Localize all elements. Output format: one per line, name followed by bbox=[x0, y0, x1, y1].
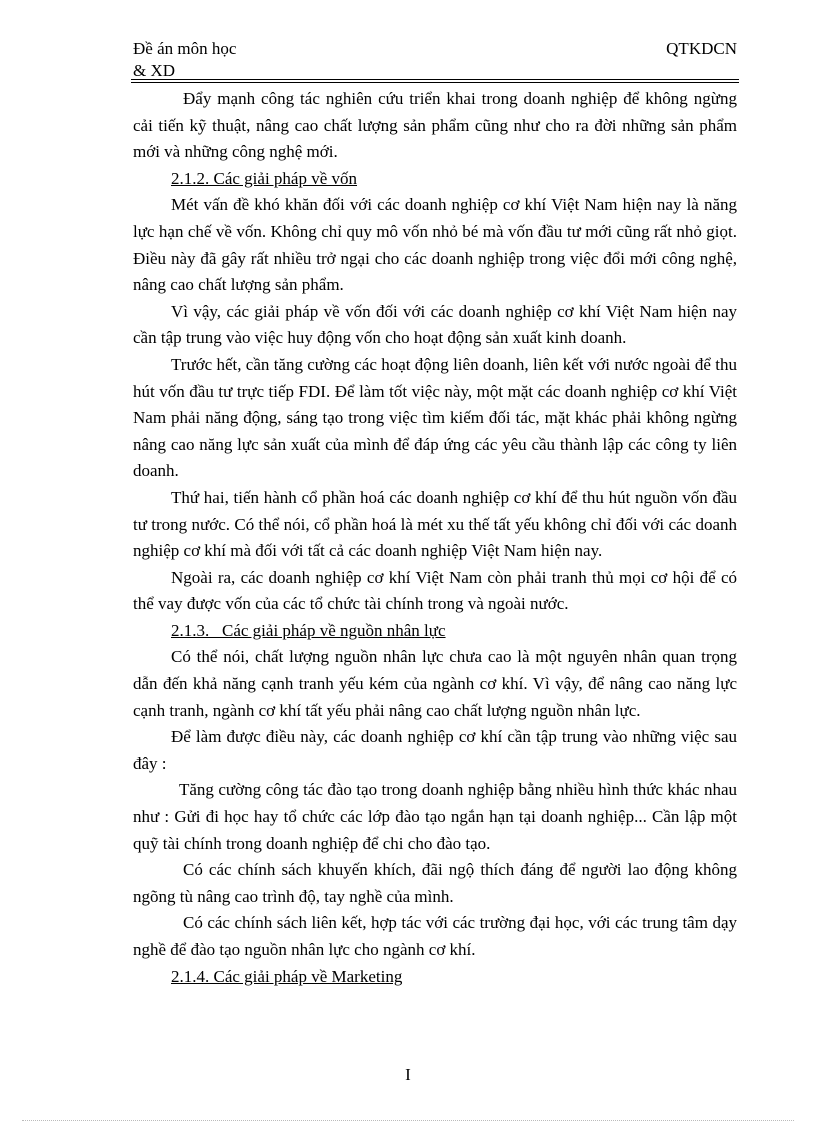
list-paragraph: Có các chính sách khuyến khích, đãi ngộ thích đáng để người lao động không ngõng tù nâng cao trình độ, tay nghề của mình. bbox=[133, 860, 737, 906]
paragraph: Trước hết, cần tăng cường các hoạt động liên doanh, liên kết với nước ngoài để thu hút vốn đầu tư trực tiếp FDI. Để làm tốt việc này, một mặt các doanh nghiệp cơ khí Việt Nam phải năng động, sáng tạo trong việc tìm kiếm đối tác, mặt khác phải không ngừng nâng cao năng lực sản xuất của mình để đáp ứng các yêu cầu thành lập các công ty liên doanh. bbox=[133, 354, 737, 481]
paragraph: Ngoài ra, các doanh nghiệp cơ khí Việt Nam còn phải tranh thủ mọi cơ hội để có thể vay được vốn của các tổ chức tài chính trong và ngoài nước. bbox=[133, 567, 737, 614]
paragraph: Đẩy mạnh công tác nghiên cứu triển khai trong doanh nghiệp để không ngừng cải tiến kỹ thuật, nâng cao chất lượng sản phẩm cũng như cho ra đời những sản phẩm mới và những công nghệ mới. bbox=[133, 89, 737, 162]
header-course-title: Đề án môn học bbox=[133, 39, 237, 58]
header-rule-thin bbox=[131, 79, 739, 80]
header-course-title-cont: & XD bbox=[133, 61, 176, 80]
paragraph: Mét vấn đề khó khăn đối với các doanh nghiệp cơ khí Việt Nam hiện nay là năng lực hạn chế về vốn. Không chỉ quy mô vốn nhỏ bé mà vốn đầu tư mới cũng rất nhỏ giọt. Điều này đã gây rất nhiều trở ngại cho các doanh nghiệp trong việc đổi mới công nghệ, nâng cao chất lượng sản phẩm. bbox=[133, 195, 737, 295]
list-paragraph: Có các chính sách liên kết, hợp tác với các trường đại học, với các trung tâm dạy nghề để đào tạo nguồn nhân lực cho ngành cơ khí. bbox=[133, 913, 737, 959]
section-heading-2-1-2: 2.1.2. Các giải pháp về vốn bbox=[171, 168, 358, 188]
paragraph: Có thể nói, chất lượng nguồn nhân lực chưa cao là một nguyên nhân quan trọng dẫn đến khả năng cạnh tranh yếu kém của ngành cơ khí. Vì vậy, để nâng cao năng lực cạnh tranh, ngành cơ khí tất yếu phải nâng cao chất lượng nguồn nhân lực. bbox=[133, 647, 737, 720]
page-number: I bbox=[405, 1065, 411, 1084]
document-body bbox=[133, 86, 737, 990]
section-heading-2-1-3: 2.1.3. Các giải pháp về nguồn nhân lực bbox=[171, 620, 446, 640]
page-bottom-border bbox=[22, 1120, 794, 1121]
section-heading-2-1-4: 2.1.4. Các giải pháp về Marketing bbox=[171, 966, 403, 986]
header-rule-thick bbox=[131, 82, 739, 83]
list-paragraph: Tăng cường công tác đào tạo trong doanh nghiệp bằng nhiều hình thức khác nhau như : Gửi đi học hay tổ chức các lớp đào tạo ngắn hạn tại doanh nghiệp... Cần lập một quỹ tài chính trong doanh nghiệp để chi cho đào tạo. bbox=[133, 780, 737, 853]
paragraph: Vì vậy, các giải pháp về vốn đối với các doanh nghiệp cơ khí Việt Nam hiện nay cần tập trung vào việc huy động vốn cho hoạt động sản xuất kinh doanh. bbox=[133, 301, 737, 348]
paragraph: Thứ hai, tiến hành cổ phần hoá các doanh nghiệp cơ khí để thu hút nguồn vốn đầu tư trong nước. Có thể nói, cổ phần hoá là mét xu thế tất yếu không chỉ đối với các doanh nghiệp cơ khí mà đối với tất cả các doanh nghiệp Việt Nam hiện nay. bbox=[133, 487, 737, 561]
header-department: QTKDCN bbox=[666, 39, 737, 58]
paragraph: Để làm được điều này, các doanh nghiệp cơ khí cần tập trung vào những việc sau đây : bbox=[133, 727, 737, 773]
header-left bbox=[133, 38, 236, 82]
